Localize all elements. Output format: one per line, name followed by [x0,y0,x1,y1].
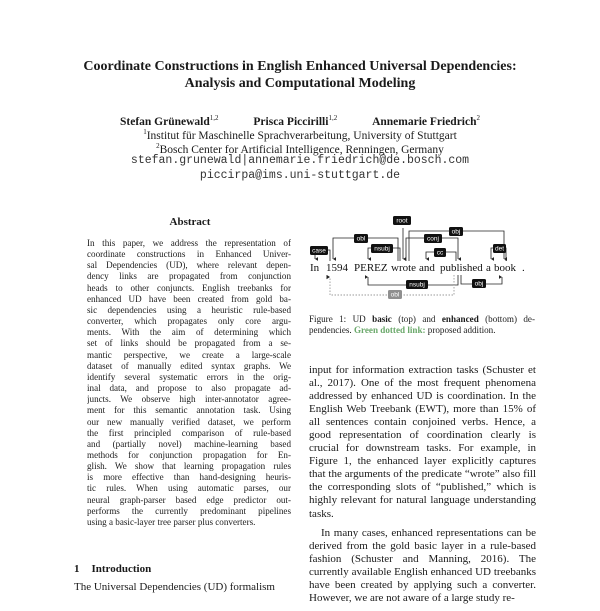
abstract-line: heads to other conjuncts. English treebanks for [87,282,291,293]
top-label-3: root [396,217,408,225]
abstract-line: the first principled comparison of rule-based [87,427,291,438]
abstract-line: performs the currently predominant pipelines [87,505,291,516]
abstract-line: tic rules. When using automatic parses, our [87,483,291,494]
token-7: book [494,262,516,274]
abstract-line: coordinate constructions in Enhanced Univer- [87,249,291,260]
bottom-label-group [388,279,486,299]
email-line-2[interactable]: piccirpa@ims.uni-stuttgart.de [199,169,401,182]
section-heading [74,563,151,575]
abstract-line: our new manually verified dataset, we perform [87,416,291,427]
paper-title [60,58,540,92]
caption-basic: basic [372,314,392,324]
top-label-5: cc [436,249,444,257]
section-number: 1 [74,563,80,575]
author-3-name: Annemarie Friedrich [372,115,477,128]
top-label-6: obj [451,228,461,236]
top-label-4: conj [427,235,439,243]
abstract-line: ments. With the aim of determining which [87,327,291,338]
dependency-figure [306,208,538,308]
abstract-line: sic dependencies using a heuristic rule-based [87,304,291,315]
intro-first-line: The Universal Dependencies (UD) formalism [74,581,275,593]
affiliation-1-text: Institut für Maschinelle Sprachverarbeitung, University of Stuttgart [146,129,457,142]
top-label-7: det [494,245,505,253]
abstract-line: neural graph-parser based edge predictor out- [87,494,291,505]
top-label-2: nsubj [374,245,390,253]
token-8: . [522,262,525,274]
token-4: and [419,262,435,274]
token-2: PEREZ [354,262,388,274]
abstract-line: juncts. We observe high inter-annotator agree- [87,394,291,405]
caption-prefix: Figure 1: UD [309,314,373,324]
top-label-1: obl [356,235,366,243]
abstract-line: glish. We show that learning propagation rules [87,461,291,472]
abstract-line: converter, which propagates only core argu- [87,316,291,327]
top-label-group [310,216,506,257]
author-1-sup: 1,2 [209,114,219,122]
abstract-line: inal data, and propose to also propagate ad- [87,383,291,394]
caption-green: Green dotted link: [353,325,426,335]
abstract-line: using a basic-layer tree parser plus converters. [87,516,256,527]
abstract-line: methods for conjunction propagation for En- [87,449,291,460]
token-3: wrote [391,262,417,274]
figure-caption [309,314,535,336]
abstract-line: set of links should be propagated from a se- [87,338,291,349]
caption-line2b: proposed addition. [425,325,496,335]
caption-enhanced: enhanced [441,314,479,324]
abstract-heading: Abstract [169,216,211,228]
token-6: a [486,262,491,274]
author-3-sup: 2 [476,114,480,122]
title-line-2: Analysis and Computational Modeling [184,76,416,91]
right-paragraph-2: In many cases, enhanced representations can be derived from the gold basic layer in a rule-based fashion (Schuster and Manning, 2016). The currently available English enhanced UD treebanks have been created by applying such a converter. However, we are not aware of a large study re- [309,526,536,604]
abstract-line: and (partially novel) machine-learning based [87,438,291,449]
affiliation-1-sup: 1 [143,128,147,136]
bottom-label-2: obl [390,291,400,299]
right-paragraph-1: input for information extraction tasks (Schuster et al., 2017). One of the most frequent phenomena addressed by enhanced UD is coordination. In the English Web Treebank (EWT), more than 15% of all sentences contain conjoined verbs. Hence, a good representation of coordination clearly is crucial for downstream tasks. For example, in Figure 1, the enhanced layer explicitly captures that the arguments of the predicate “wrote” also fill the corresponding slots of “published,” which is highly relevant for natural language understanding tasks. [309,364,536,520]
token-1: 1594 [326,262,348,274]
title-line-1: Coordinate Constructions in English Enhanced Universal Dependencies: [83,59,517,74]
affiliation-2-text: Bosch Center for Artificial Intelligence, Renningen, Germany [159,143,444,156]
abstract-line: dency links are propagated from conjunction [87,271,291,282]
abstract-body [87,238,291,528]
abstract-line: mantic perspective, we create a large-scale [87,349,291,360]
token-0: In [310,262,320,274]
section-title: Introduction [91,563,152,575]
token-5: published [440,262,483,274]
bottom-label-0: nsubj [409,281,425,289]
author-2-sup: 1,2 [328,114,338,122]
caption-mid2: (bottom) de- [478,314,535,324]
abstract-line: dataset of manually edited syntax graphs. We [87,360,291,371]
caption-mid1: (top) and [391,314,442,324]
email-line-1[interactable]: stefan.grunewald|annemarie.friedrich@de.bosch.com [130,154,470,167]
author-1-name: Stefan Grünewald [119,115,210,128]
affiliation-2-sup: 2 [156,142,160,150]
abstract-line: ment for this semantic annotation task. Using [87,405,291,416]
bottom-label-1: obj [474,280,484,288]
caption-line2a: pendencies. [309,325,354,335]
author-2-name: Prisca Piccirilli [253,115,329,128]
right-column-text [309,364,536,611]
abstract-line: is more effective than hand-designing heuris- [87,472,291,483]
abstract-line: sal Dependencies (UD), where relevant depen- [87,260,291,271]
abstract-line: identify several systematic errors in the orig- [87,371,291,382]
top-label-0: case [312,247,326,255]
abstract-line: In this paper, we address the representation of [87,238,291,248]
abstract-line: enhanced UD have been created from gold ba- [87,293,291,304]
